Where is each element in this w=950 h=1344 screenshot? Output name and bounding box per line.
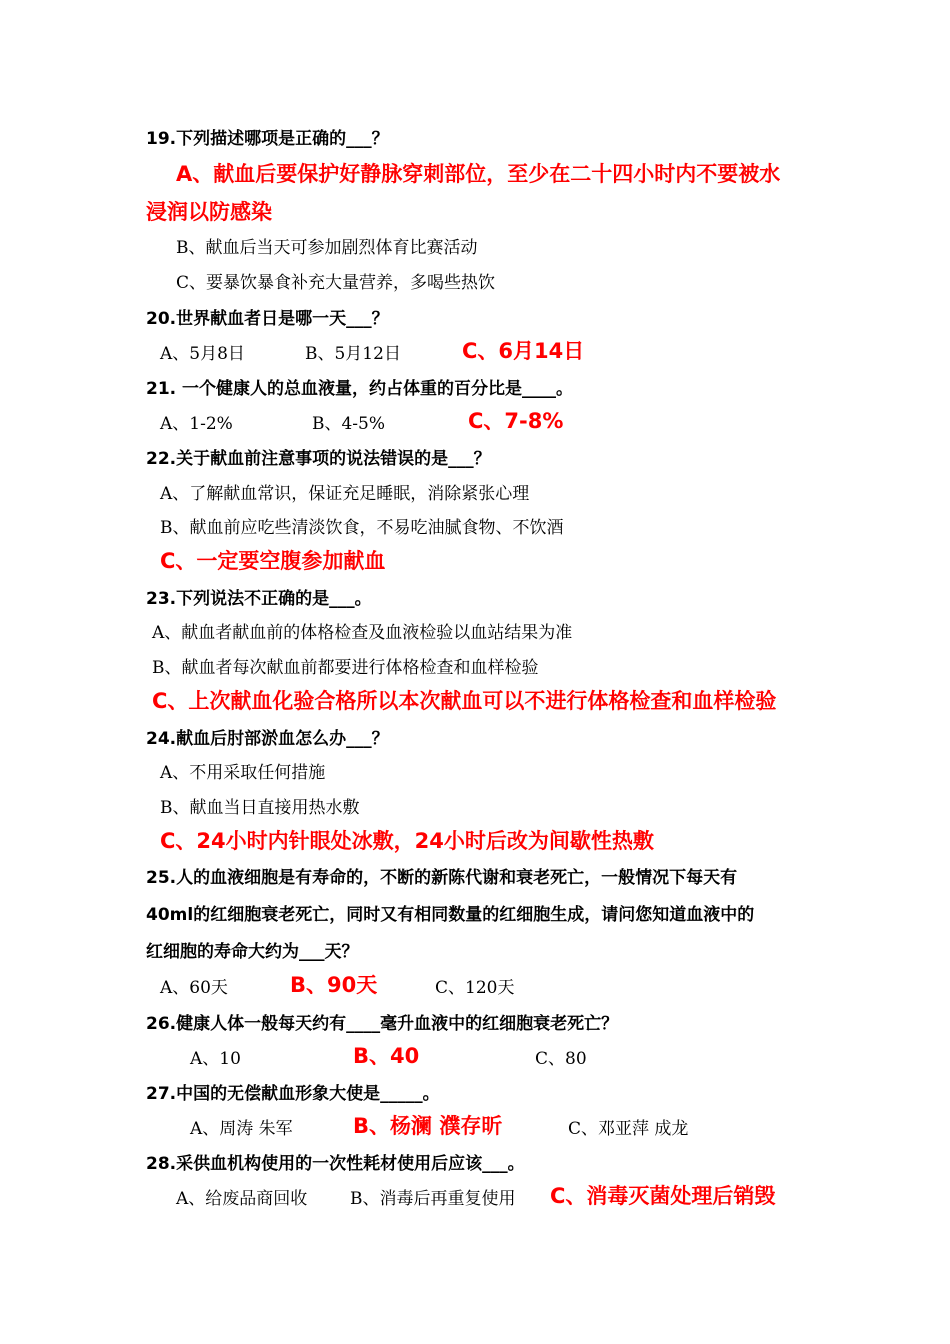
answer-28: C、消毒灭菌处理后销毁 [550, 1184, 776, 1208]
answer-22: C、一定要空腹参加献血 [160, 549, 386, 573]
question-24: 24.献血后肘部淤血怎么办___？ [146, 729, 389, 749]
option-22-b: B、献血前应吃些清淡饮食，不易吃油腻食物、不饮酒 [160, 518, 564, 538]
answer-23: C、上次献血化验合格所以本次献血可以不进行体格检查和血样检验 [152, 689, 777, 713]
question-22: 22.关于献血前注意事项的说法错误的是___？ [146, 449, 491, 469]
option-23-b: B、献血者每次献血前都要进行体格检查和血样检验 [152, 658, 539, 678]
answer-27: B、杨澜 濮存昕 [353, 1114, 503, 1138]
question-28: 28.采供血机构使用的一次性耗材使用后应该___。 [146, 1154, 525, 1174]
option-26-a: A、10 [190, 1049, 241, 1069]
option-24-b: B、献血当日直接用热水敷 [160, 798, 360, 818]
answer-24: C、24小时内针眼处冰敷，24小时后改为间歇性热敷 [160, 829, 654, 853]
option-28-a: A、给废品商回收 [176, 1189, 308, 1209]
option-27-a: A、周涛 朱军 [190, 1119, 293, 1139]
option-22-a: A、了解献血常识，保证充足睡眠，消除紧张心理 [160, 484, 530, 504]
question-23: 23.下列说法不正确的是___。 [146, 589, 372, 609]
option-25-c: C、120天 [435, 978, 515, 998]
question-21: 21. 一个健康人的总血液量，约占体重的百分比是____。 [146, 379, 574, 399]
option-21-b: B、4-5% [312, 414, 386, 434]
option-20-b: B、5月12日 [305, 344, 401, 364]
option-21-a: A、1-2% [160, 414, 233, 434]
option-26-c: C、80 [535, 1049, 587, 1069]
answer-25: B、90天 [290, 973, 378, 997]
option-25-a: A、60天 [160, 978, 228, 998]
question-19: 19.下列描述哪项是正确的___？ [146, 129, 389, 149]
option-27-c: C、邓亚萍 成龙 [568, 1119, 689, 1139]
question-26: 26.健康人体一般每天约有____毫升血液中的红细胞衰老死亡？ [146, 1014, 619, 1034]
answer-19-line1: A、献血后要保护好静脉穿刺部位，至少在二十四小时内不要被水 [176, 162, 781, 186]
question-27: 27.中国的无偿献血形象大使是_____。 [146, 1084, 440, 1104]
option-28-b: B、消毒后再重复使用 [350, 1189, 516, 1209]
answer-20: C、6月14日 [462, 339, 585, 363]
answer-26: B、40 [353, 1044, 420, 1068]
option-19-c: C、要暴饮暴食补充大量营养，多喝些热饮 [176, 273, 496, 293]
question-20: 20.世界献血者日是哪一天___？ [146, 309, 389, 329]
option-23-a: A、献血者献血前的体格检查及血液检验以血站结果为准 [152, 623, 573, 643]
question-25-line2: 40ml的红细胞衰老死亡，同时又有相同数量的红细胞生成，请问您知道血液中的 [146, 905, 755, 925]
question-25-line3: 红细胞的寿命大约为___天？ [146, 942, 359, 962]
answer-21: C、7-8% [468, 409, 564, 433]
option-20-a: A、5月8日 [160, 344, 245, 364]
answer-19-line2: 浸润以防感染 [146, 200, 272, 224]
option-24-a: A、不用采取任何措施 [160, 763, 326, 783]
option-19-b: B、献血后当天可参加剧烈体育比赛活动 [176, 238, 478, 258]
question-25-line1: 25.人的血液细胞是有寿命的，不断的新陈代谢和衰老死亡，一般情况下每天有 [146, 868, 738, 888]
